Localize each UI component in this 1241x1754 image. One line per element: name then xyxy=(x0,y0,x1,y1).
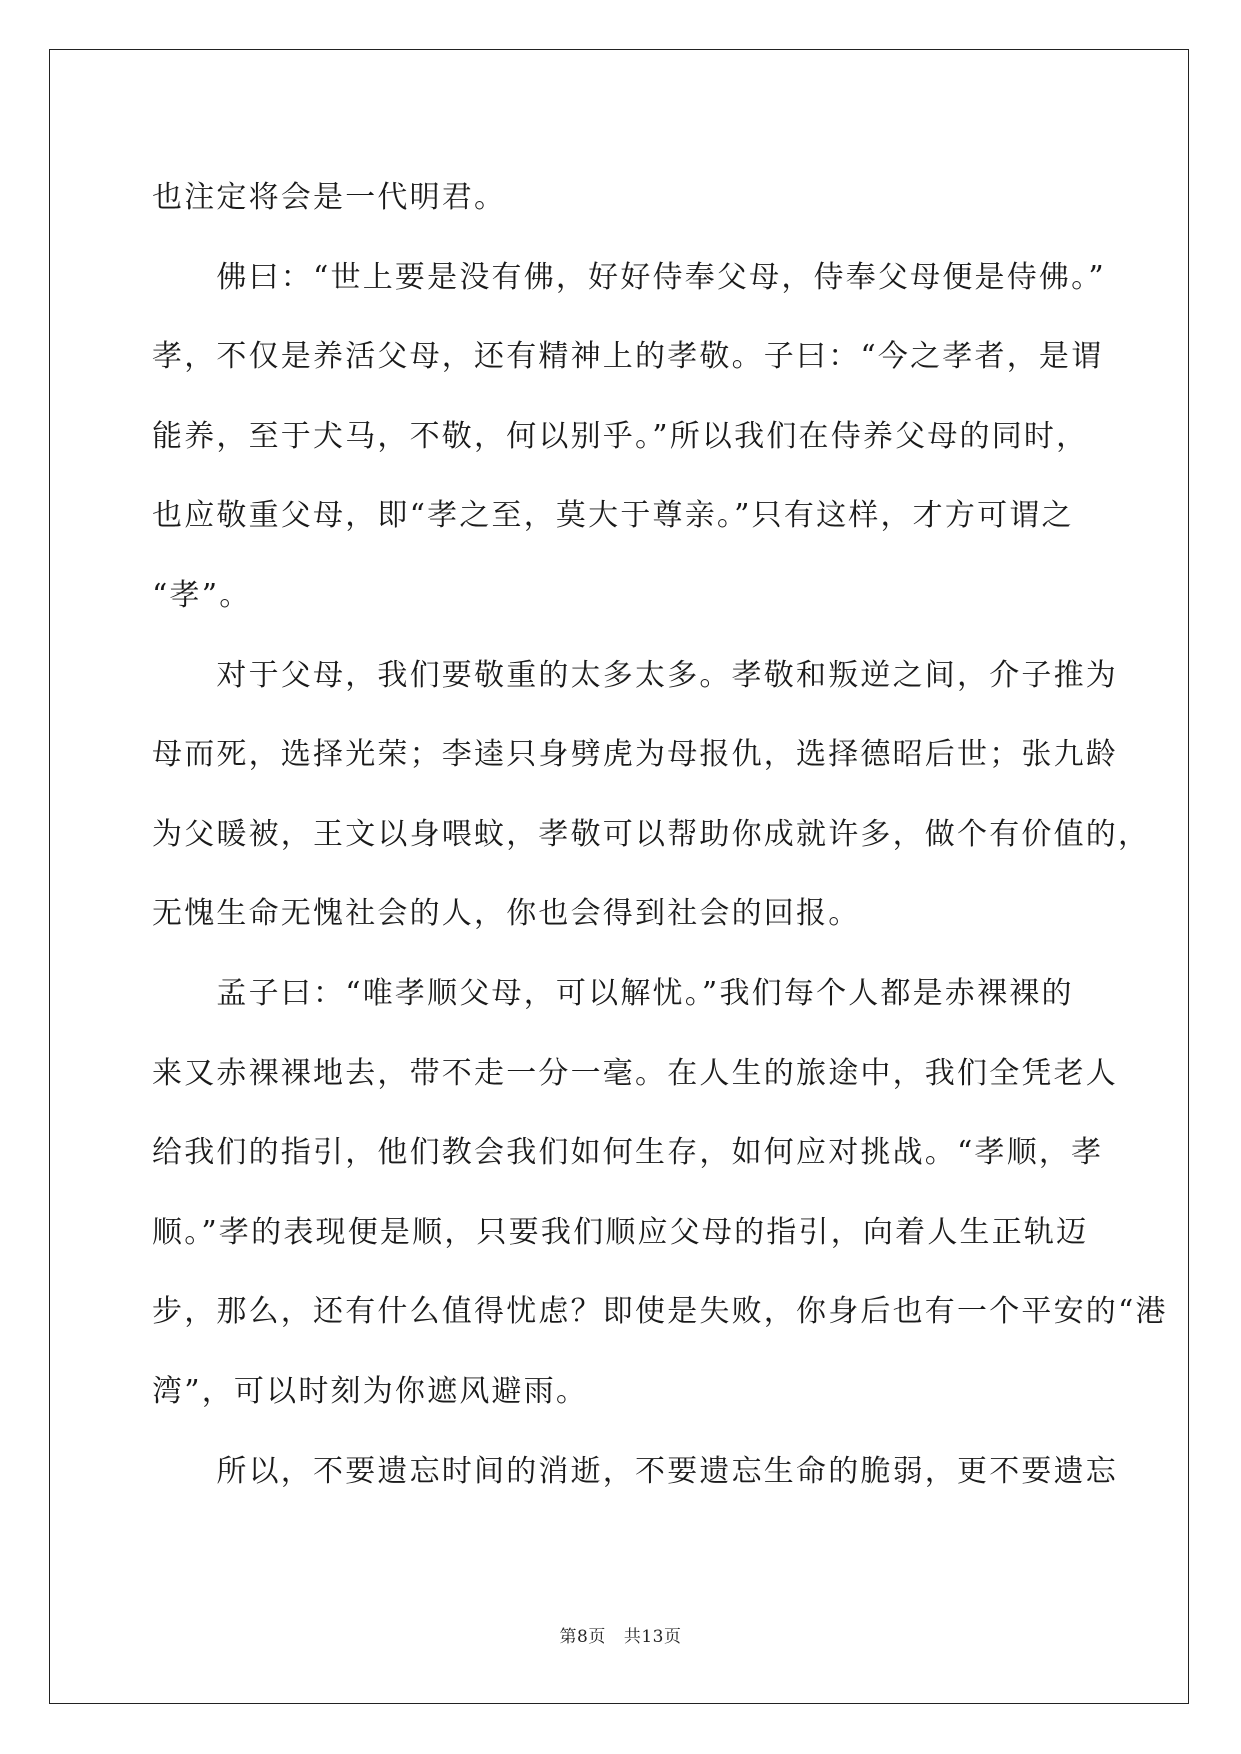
page-total: 共13页 xyxy=(623,1627,682,1647)
text-line: 对于父母，我们要敬重的太多太多。孝敬和叛逆之间，介子推为 xyxy=(152,657,1118,693)
text-line: 也应敬重父母，即“孝之至，莫大于尊亲。”只有这样，才方可谓之 xyxy=(152,498,1074,534)
text-line: 无愧生命无愧社会的人，你也会得到社会的回报。 xyxy=(152,896,861,932)
page-footer xyxy=(0,1622,1241,1647)
text-line: 能养，至于犬马，不敬，何以别乎。”所以我们在侍养父母的同时， xyxy=(152,418,1089,454)
document-body xyxy=(152,158,1168,1511)
text-line: 母而死，选择光荣；李逵只身劈虎为母报仇，选择德昭后世；张九龄 xyxy=(152,737,1118,773)
text-line: 所以，不要遗忘时间的消逝，不要遗忘生命的脆弱，更不要遗忘 xyxy=(152,1453,1118,1489)
page-number: 第8页 xyxy=(559,1627,606,1647)
text-line: 来又赤裸裸地去，带不走一分一毫。在人生的旅途中，我们全凭老人 xyxy=(152,1055,1118,1091)
text-line: 孟子曰：“唯孝顺父母，可以解忧。”我们每个人都是赤裸裸的 xyxy=(152,975,1074,1011)
text-line: “孝”。 xyxy=(152,577,252,613)
text-line: 孝，不仅是养活父母，还有精神上的孝敬。子曰：“今之孝者，是谓 xyxy=(152,339,1104,375)
text-line: 给我们的指引，他们教会我们如何生存，如何应对挑战。“孝顺，孝 xyxy=(152,1135,1104,1171)
text-line: 也注定将会是一代明君。 xyxy=(152,180,507,215)
text-line: 为父暖被，王文以身喂蚊，孝敬可以帮助你成就许多，做个有价值的， xyxy=(152,816,1151,852)
text-line: 湾”，可以时刻为你遮风避雨。 xyxy=(152,1373,589,1409)
text-line: 顺。”孝的表现便是顺，只要我们顺应父母的指引，向着人生正轨迈 xyxy=(152,1214,1089,1250)
text-line: 步，那么，还有什么值得忧虑？即使是失败，你身后也有一个平安的“港 xyxy=(152,1294,1168,1330)
text-line: 佛曰：“世上要是没有佛，好好侍奉父母，侍奉父母便是侍佛。” xyxy=(152,259,1106,295)
